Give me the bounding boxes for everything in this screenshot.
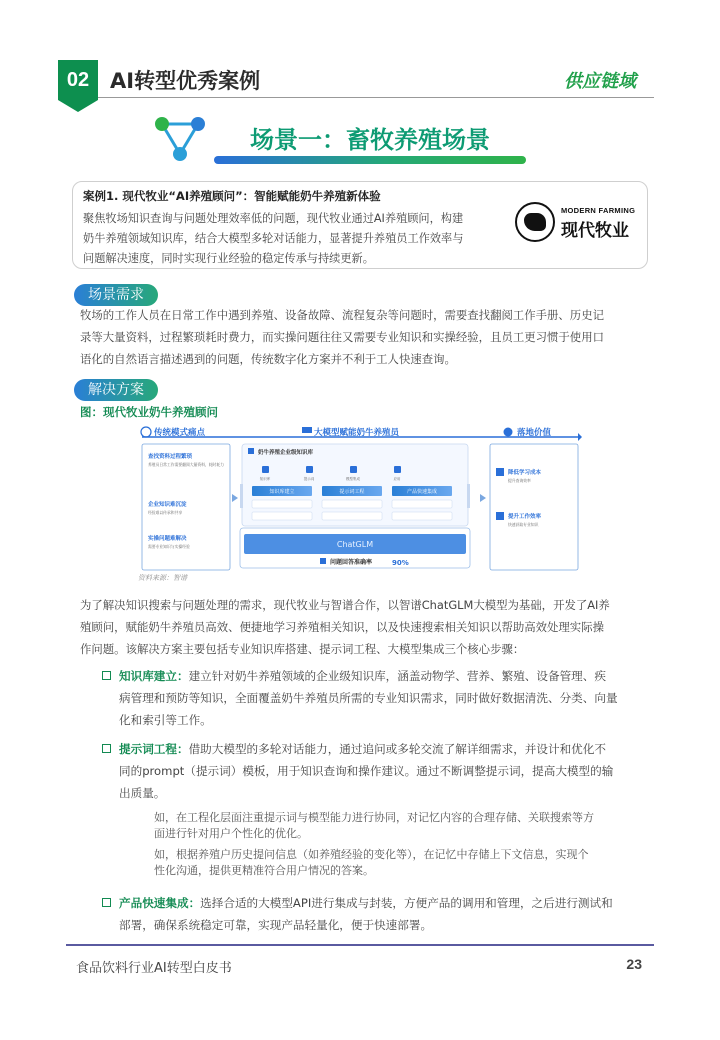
needs-line: 录等大量资料，过程繁琐耗时费力，而实操问题往往又需要专业知识和实操经验，且员工更习惯于使用口 <box>80 330 604 344</box>
solution-diagram <box>138 424 582 584</box>
bullet-text: 借助大模型的多轮对话能力，通过追问或多轮交流了解详细需求，并设计和优化不 <box>188 742 606 756</box>
case-line: 问题解决速度，同时实现行业经验的稳定传承与持续更新。 <box>83 252 374 265</box>
tool-label: 提示词 <box>303 477 315 481</box>
checkbox-square-icon <box>102 898 111 907</box>
cow-seal-icon <box>515 202 555 242</box>
example-line: 如，根据养殖户历史提问信息（如养殖经验的变化等），在记忆中存储上下文信息，实现个 <box>154 848 589 861</box>
network-triangle-icon <box>150 114 214 164</box>
intro-line: 为了解决知识搜索与问题处理的需求，现代牧业与智谱合作，以智谱ChatGLM大模型为基础，开发了AI养 <box>80 598 610 612</box>
example-line: 性化沟通，提供更精准符合用户情况的答案。 <box>154 864 374 877</box>
scene-title: 场景一：畜牧养殖场景 <box>250 126 490 154</box>
left-item-head: 实操问题难解决 <box>148 536 187 542</box>
right-item-body: 提升查询效率 <box>508 478 531 483</box>
example-line: 如，在工程化层面注重提示词与模型能力进行协同，对记忆内容的合理存储、关联搜索等方 <box>154 811 594 824</box>
bullet-text: 出质量。 <box>119 786 166 800</box>
figure-source: 资料来源：智谱 <box>138 574 187 582</box>
section-tag: 供应链域 <box>564 71 636 92</box>
smile-icon <box>141 427 151 437</box>
bullet-label: 提示词工程： <box>119 742 189 756</box>
section-number-arrow <box>58 100 98 112</box>
checkbox-square-icon <box>102 744 111 753</box>
modern-farming-logo <box>515 202 639 248</box>
bullet-knowledge-base <box>102 665 642 731</box>
chart-icon <box>248 448 254 454</box>
header-divider <box>98 97 654 98</box>
checkbox-square-icon <box>102 671 111 680</box>
bullet-text: 病管理和预防等知识，全面覆盖奶牛养殖员所需的专业知识需求，同时做好数据清洗、分类、向量 <box>119 691 618 705</box>
bullet-product-integration <box>102 892 642 936</box>
footer-title: 食品饮料行业AI转型白皮书 <box>76 961 232 976</box>
mid-title: 大模型赋能奶牛养殖员 <box>314 428 400 438</box>
tool-label: 知识库 <box>259 477 271 481</box>
page-number: 23 <box>626 956 642 972</box>
solution-heading: 解决方案 <box>74 379 158 401</box>
left-item-body: 经验难以传承和共享 <box>148 510 183 515</box>
logo-chinese: 现代牧业 <box>561 221 629 241</box>
section-number: 02 <box>58 60 98 100</box>
info-icon <box>504 428 513 437</box>
needs-line: 语化的自然语言描述遇到的问题，传统数字化方案并不利于工人快速查询。 <box>80 352 456 366</box>
right-title: 落地价值 <box>517 428 552 438</box>
right-item-body: 快速获取专业知识 <box>508 522 539 527</box>
footer-divider <box>66 944 654 946</box>
rocket-icon <box>496 512 504 520</box>
solution-intro <box>80 594 644 660</box>
case-line: 奶牛养殖领域知识库，结合大模型多轮对话能力，显著提升养殖员工作效率与 <box>83 232 464 245</box>
step-label: 知识库建立 <box>269 489 295 495</box>
rate-label: 问题回答准确率 <box>330 559 373 566</box>
right-item-head: 降低学习成本 <box>508 470 542 476</box>
bullet-text: 建立针对奶牛养殖领域的企业级知识库，涵盖动物学、营养、繁殖、设备管理、疾 <box>188 669 606 683</box>
intro-line: 作问题。该解决方案主要包括专业知识库搭建、提示词工程、大模型集成三个核心步骤： <box>80 642 525 656</box>
book-icon <box>496 468 504 476</box>
left-item-body: 养殖员日常工作需要翻阅大量资料，耗时耗力 <box>148 462 224 467</box>
bullet-label: 产品快速集成： <box>119 896 201 910</box>
bullet-label: 知识库建立： <box>119 669 189 683</box>
example-line: 面进行针对用户个性化的优化。 <box>154 827 308 840</box>
tool-label: 应用 <box>393 477 401 481</box>
scene-banner <box>150 114 530 170</box>
case-title: 案例1. 现代牧业“AI养殖顾问”：智能赋能奶牛养殖新体验 <box>83 189 381 203</box>
left-item-head: 查找资料过程繁琐 <box>148 454 193 460</box>
case-summary-box <box>72 181 648 269</box>
intro-line: 殖顾问，赋能奶牛养殖员高效、便捷地学习养殖相关知识，以及快速搜索相关知识以帮助高效处理实际操 <box>80 620 604 634</box>
section-title: AI转型优秀案例 <box>110 69 261 93</box>
scene-title-underline <box>214 156 526 164</box>
step-label: 产品快速集成 <box>406 489 438 495</box>
bullet-text: 化和索引等工作。 <box>119 713 212 727</box>
rate-value: 90% <box>392 559 409 567</box>
left-item-head: 企业知识难沉淀 <box>148 502 187 508</box>
platform-title: 奶牛养殖企业级知识库 <box>258 450 314 456</box>
truck-icon <box>302 427 312 433</box>
example-1 <box>154 810 644 842</box>
needs-heading: 场景需求 <box>74 284 158 306</box>
step-label: 提示词工程 <box>339 489 365 495</box>
bullet-text: 部署，确保系统稳定可靠，实现产品轻量化，便于快速部署。 <box>119 918 433 932</box>
tool-label: 模型集成 <box>346 477 360 481</box>
left-title: 传统模式痛点 <box>154 428 206 438</box>
bullet-text: 选择合适的大模型API进行集成与封装，方便产品的调用和管理，之后进行测试和 <box>200 896 613 910</box>
needs-paragraph <box>80 304 644 370</box>
case-line: 聚焦牧场知识查询与问题处理效率低的问题，现代牧业通过AI养殖顾问，构建 <box>83 212 464 225</box>
case-description <box>83 209 503 269</box>
engine-label: ChatGLM <box>336 540 374 549</box>
section-header <box>58 60 654 98</box>
bullet-prompt-engineering <box>102 738 642 804</box>
example-2 <box>154 847 644 879</box>
bullet-text: 同的prompt（提示词）模板，用于知识查询和操作建议。通过不断调整提示词，提高大模型的输 <box>119 764 614 778</box>
logo-english: MODERN FARMING <box>561 206 636 215</box>
figure-caption: 图：现代牧业奶牛养殖顾问 <box>80 405 218 419</box>
right-item-head: 提升工作效率 <box>508 514 542 520</box>
left-item-body: 需要专业知识与实操经验 <box>148 544 190 549</box>
needs-line: 牧场的工作人员在日常工作中遇到养殖、设备故障、流程复杂等问题时，需要查找翻阅工作手册、历史记 <box>80 308 604 322</box>
accuracy-icon <box>320 558 326 564</box>
